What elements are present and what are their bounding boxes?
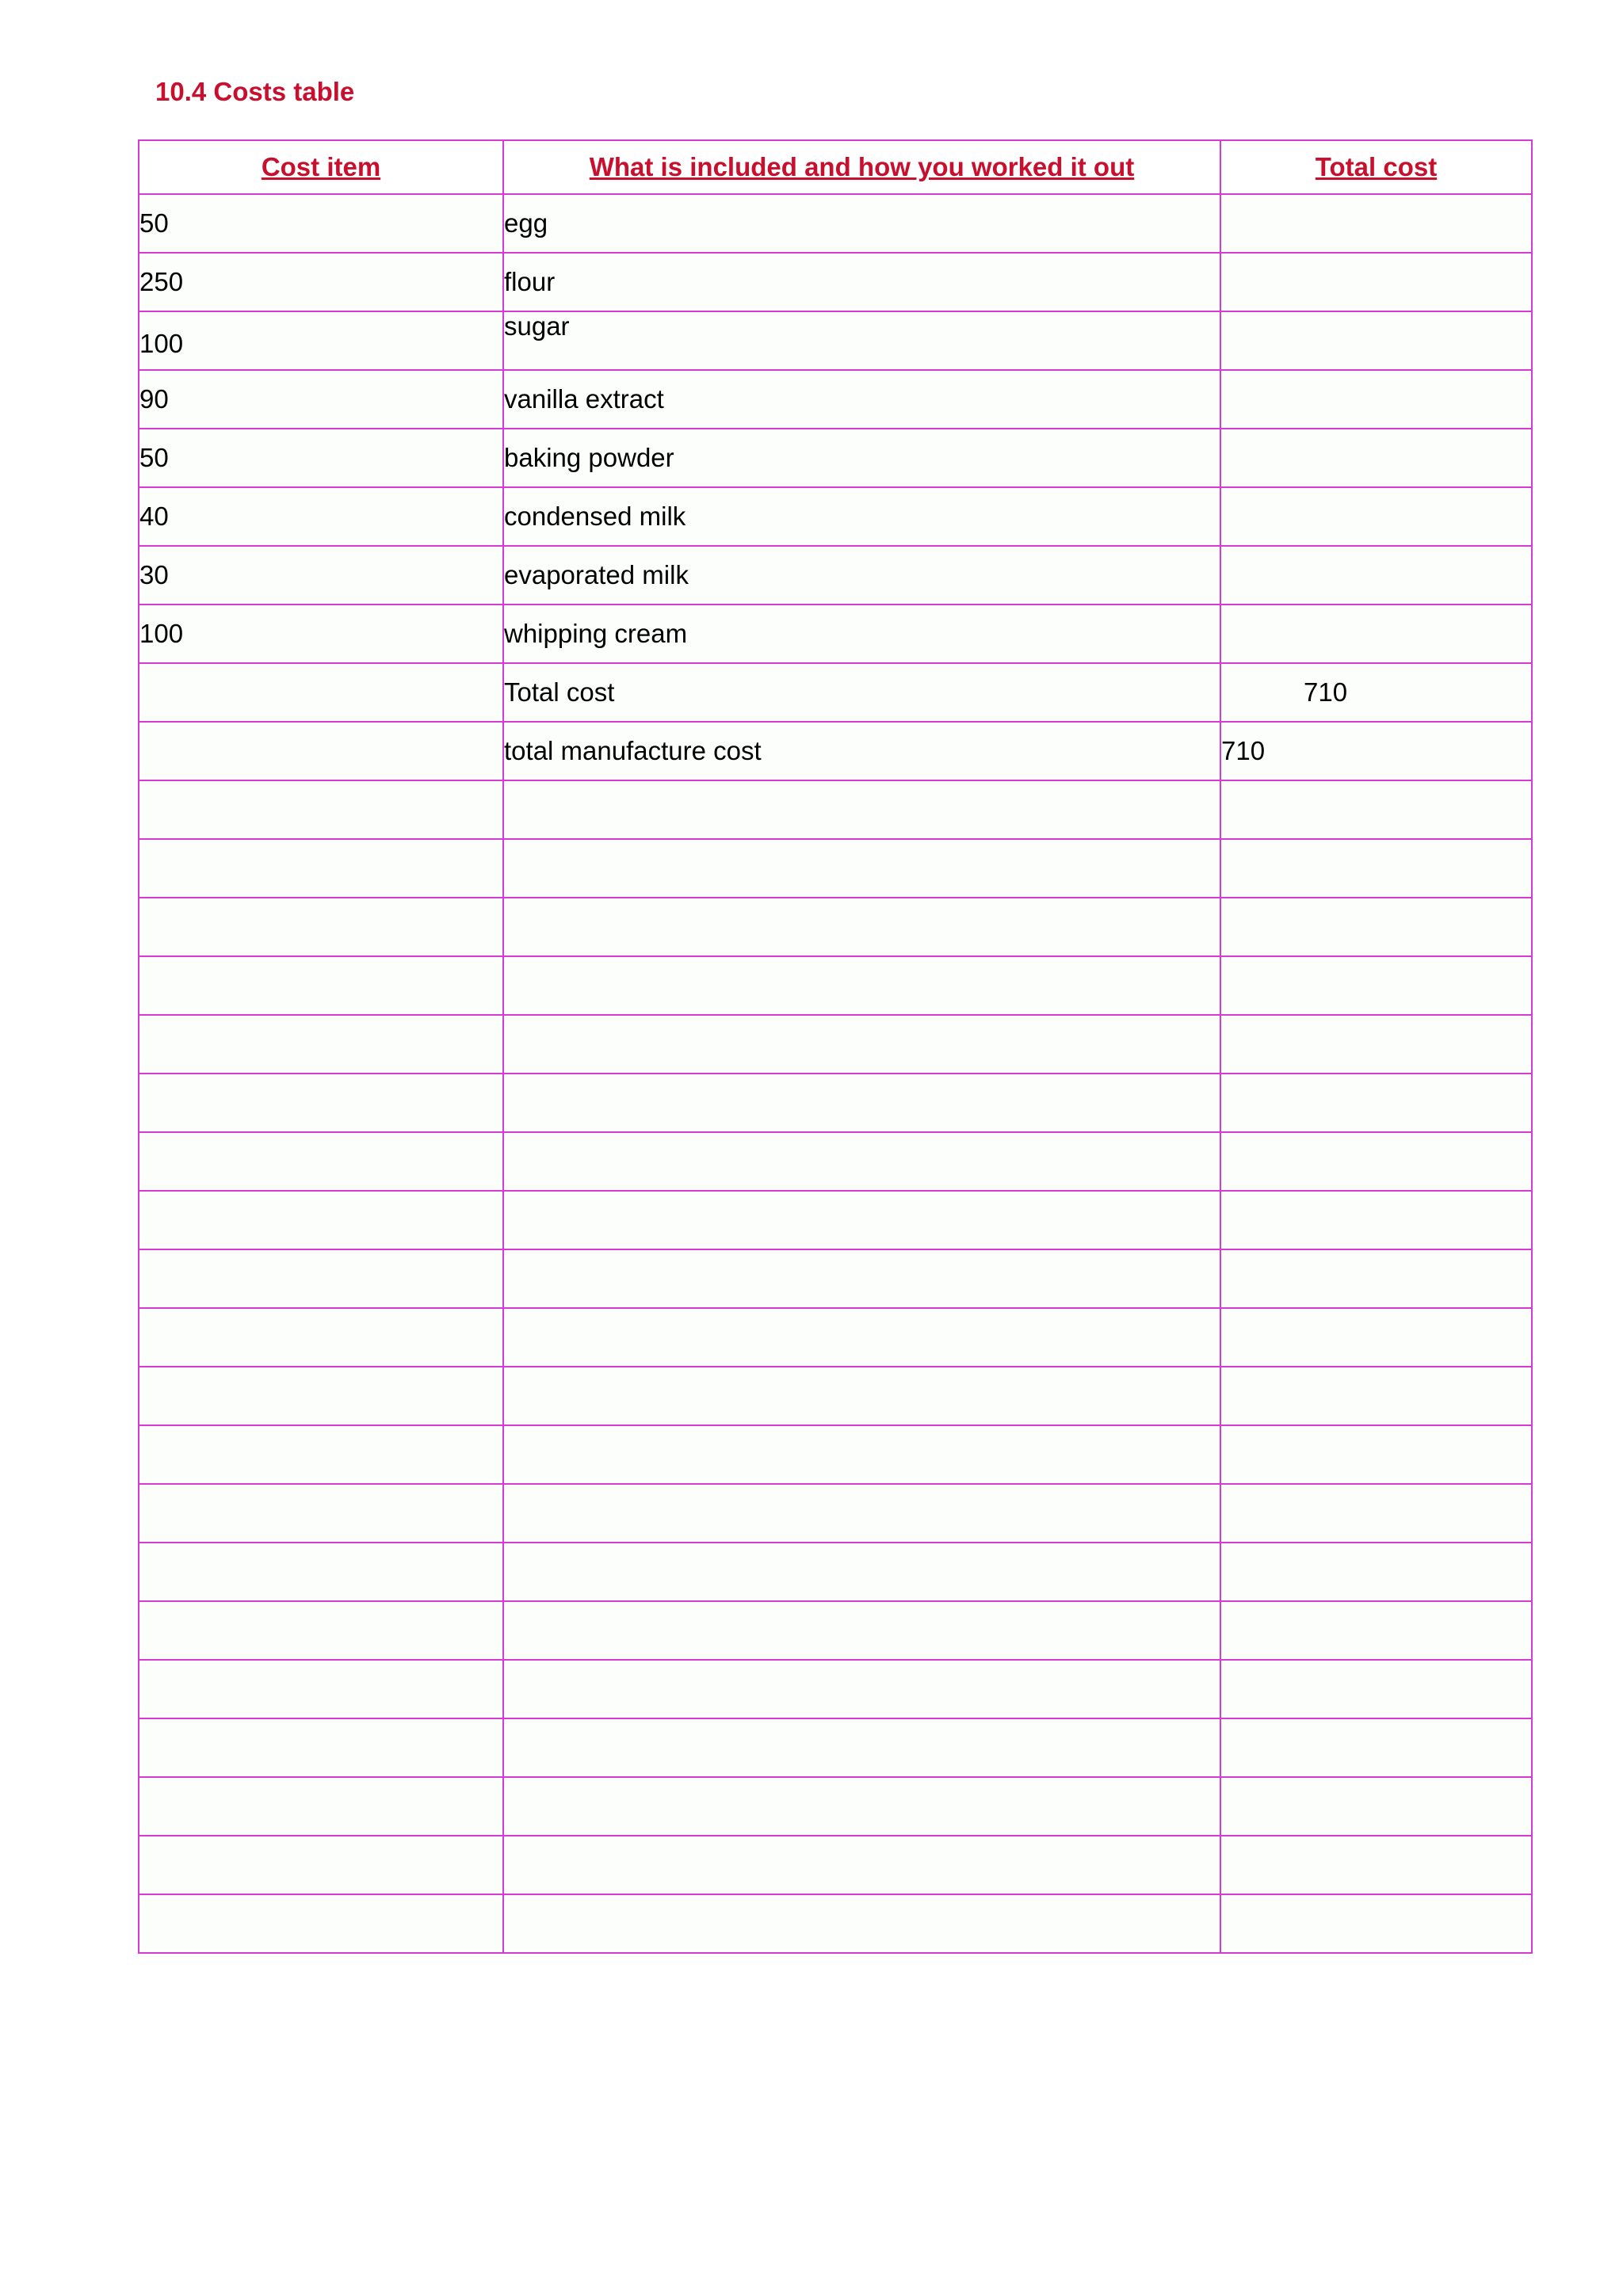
- description-cell[interactable]: [503, 1074, 1220, 1132]
- description-value: baking powder: [504, 442, 674, 472]
- cost-item-cell[interactable]: [139, 663, 503, 722]
- cost-item-cell[interactable]: [139, 1015, 503, 1074]
- total-cost-cell[interactable]: [1220, 605, 1532, 663]
- description-cell[interactable]: [503, 546, 1220, 605]
- total-cost-cell[interactable]: [1220, 1601, 1532, 1660]
- cost-item-cell[interactable]: [139, 722, 503, 780]
- cost-item-cell[interactable]: [139, 1249, 503, 1308]
- empty-table-row: [139, 1601, 1532, 1660]
- table-row: [139, 253, 1532, 311]
- empty-table-row: [139, 780, 1532, 839]
- description-cell[interactable]: [503, 1367, 1220, 1425]
- cost-item-cell[interactable]: [139, 1660, 503, 1718]
- total-cost-cell[interactable]: [1220, 722, 1532, 780]
- description-value: sugar: [504, 311, 570, 341]
- section-title: 10.4 Costs table: [155, 77, 355, 106]
- total-cost-cell[interactable]: [1220, 487, 1532, 546]
- cost-item-cell[interactable]: [139, 546, 503, 605]
- cost-item-cell[interactable]: [139, 194, 503, 253]
- cost-item-cell[interactable]: [139, 1367, 503, 1425]
- description-cell[interactable]: [503, 1718, 1220, 1777]
- total-cost-cell[interactable]: [1220, 1308, 1532, 1367]
- total-cost-cell[interactable]: [1220, 1191, 1532, 1249]
- description-cell[interactable]: [503, 1191, 1220, 1249]
- total-cost-cell[interactable]: [1220, 780, 1532, 839]
- total-cost-cell[interactable]: [1220, 1484, 1532, 1543]
- description-cell[interactable]: [503, 898, 1220, 956]
- empty-table-row: [139, 1191, 1532, 1249]
- description-cell[interactable]: [503, 1308, 1220, 1367]
- total-cost-label: Total cost: [504, 677, 615, 707]
- total-cost-cell[interactable]: [1220, 663, 1532, 722]
- total-cost-cell[interactable]: [1220, 546, 1532, 605]
- total-cost-cell[interactable]: [1220, 1660, 1532, 1718]
- empty-table-row: [139, 1836, 1532, 1894]
- cost-item-cell[interactable]: [139, 429, 503, 487]
- total-cost-cell[interactable]: [1220, 898, 1532, 956]
- empty-table-row: [139, 1425, 1532, 1484]
- cost-item-cell[interactable]: [139, 1601, 503, 1660]
- table-row: [139, 194, 1532, 253]
- total-cost-cell[interactable]: [1220, 1015, 1532, 1074]
- table-row-manufacture-total: [139, 722, 1532, 780]
- total-cost-value: 710: [1304, 677, 1348, 707]
- description-cell[interactable]: [503, 1894, 1220, 1953]
- total-cost-cell[interactable]: [1220, 1718, 1532, 1777]
- description-cell[interactable]: [503, 1015, 1220, 1074]
- cost-item-cell[interactable]: [139, 1425, 503, 1484]
- description-value: egg: [504, 208, 548, 238]
- total-cost-cell[interactable]: [1220, 956, 1532, 1015]
- total-cost-cell[interactable]: [1220, 1074, 1532, 1132]
- total-cost-cell[interactable]: [1220, 311, 1532, 370]
- description-cell[interactable]: [503, 370, 1220, 429]
- costs-table: [138, 139, 1533, 1954]
- description-cell[interactable]: [503, 1132, 1220, 1191]
- empty-table-row: [139, 1308, 1532, 1367]
- total-cost-cell[interactable]: [1220, 1425, 1532, 1484]
- cost-item-cell[interactable]: [139, 1074, 503, 1132]
- table-row: [139, 429, 1532, 487]
- empty-table-row: [139, 839, 1532, 898]
- cost-item-cell[interactable]: [139, 311, 503, 370]
- description-value: vanilla extract: [504, 383, 664, 414]
- description-value: whipping cream: [504, 618, 688, 648]
- total-cost-cell[interactable]: [1220, 1543, 1532, 1601]
- total-cost-cell[interactable]: [1220, 1367, 1532, 1425]
- manufacture-cost-value: 710: [1221, 735, 1266, 765]
- description-cell[interactable]: [503, 1484, 1220, 1543]
- description-cell[interactable]: [503, 1777, 1220, 1836]
- description-cell[interactable]: [503, 1660, 1220, 1718]
- description-cell[interactable]: [503, 194, 1220, 253]
- cost-item-cell[interactable]: [139, 1777, 503, 1836]
- table-row-total: [139, 663, 1532, 722]
- description-cell[interactable]: [503, 1836, 1220, 1894]
- total-cost-cell[interactable]: [1220, 1894, 1532, 1953]
- total-cost-cell[interactable]: [1220, 370, 1532, 429]
- total-cost-cell[interactable]: [1220, 1249, 1532, 1308]
- empty-table-row: [139, 1015, 1532, 1074]
- cost-item-value: 100: [139, 328, 184, 358]
- empty-table-row: [139, 1074, 1532, 1132]
- table-row: [139, 605, 1532, 663]
- total-cost-cell[interactable]: [1220, 429, 1532, 487]
- empty-table-row: [139, 1367, 1532, 1425]
- empty-table-row: [139, 1132, 1532, 1191]
- cost-item-cell[interactable]: [139, 780, 503, 839]
- table-header-row: [139, 140, 1532, 194]
- description-cell[interactable]: [503, 722, 1220, 780]
- cost-item-value: 250: [139, 266, 184, 296]
- empty-table-row: [139, 898, 1532, 956]
- cost-item-cell[interactable]: [139, 839, 503, 898]
- cost-item-value: 90: [139, 383, 169, 414]
- empty-table-row: [139, 1660, 1532, 1718]
- cost-item-cell[interactable]: [139, 370, 503, 429]
- description-cell[interactable]: [503, 839, 1220, 898]
- cost-item-cell[interactable]: [139, 253, 503, 311]
- table-row: [139, 546, 1532, 605]
- total-cost-cell[interactable]: [1220, 1132, 1532, 1191]
- description-cell[interactable]: [503, 1601, 1220, 1660]
- empty-table-row: [139, 1894, 1532, 1953]
- empty-table-row: [139, 1718, 1532, 1777]
- cost-item-cell[interactable]: [139, 1836, 503, 1894]
- description-cell[interactable]: [503, 253, 1220, 311]
- description-cell[interactable]: [503, 1249, 1220, 1308]
- description-value: evaporated milk: [504, 559, 689, 589]
- manufacture-cost-label: total manufacture cost: [504, 735, 762, 765]
- description-cell[interactable]: [503, 605, 1220, 663]
- empty-table-row: [139, 1777, 1532, 1836]
- description-cell[interactable]: [503, 1543, 1220, 1601]
- cost-item-cell[interactable]: [139, 1718, 503, 1777]
- total-cost-cell[interactable]: [1220, 1777, 1532, 1836]
- header-total-cost: Total cost: [1220, 140, 1532, 194]
- description-cell[interactable]: [503, 311, 1220, 370]
- cost-item-cell[interactable]: [139, 1484, 503, 1543]
- header-description: What is included and how you worked it out: [503, 140, 1220, 194]
- cost-item-cell[interactable]: [139, 1308, 503, 1367]
- cost-item-cell[interactable]: [139, 898, 503, 956]
- description-cell[interactable]: [503, 429, 1220, 487]
- cost-item-value: 40: [139, 501, 169, 531]
- cost-item-cell[interactable]: [139, 956, 503, 1015]
- description-cell[interactable]: [503, 956, 1220, 1015]
- cost-item-cell[interactable]: [139, 1132, 503, 1191]
- description-cell[interactable]: [503, 780, 1220, 839]
- cost-item-value: 30: [139, 559, 169, 589]
- empty-table-row: [139, 956, 1532, 1015]
- table-row: [139, 370, 1532, 429]
- total-cost-cell[interactable]: [1220, 1836, 1532, 1894]
- description-cell[interactable]: [503, 487, 1220, 546]
- cost-item-cell[interactable]: [139, 1894, 503, 1953]
- cost-item-cell[interactable]: [139, 1543, 503, 1601]
- description-value: condensed milk: [504, 501, 686, 531]
- empty-table-row: [139, 1543, 1532, 1601]
- table-row: [139, 487, 1532, 546]
- empty-table-row: [139, 1484, 1532, 1543]
- description-cell[interactable]: [503, 1425, 1220, 1484]
- cost-item-value: 50: [139, 208, 169, 238]
- empty-table-row: [139, 1249, 1532, 1308]
- total-cost-cell[interactable]: [1220, 253, 1532, 311]
- description-cell[interactable]: [503, 663, 1220, 722]
- table-row: [139, 311, 1532, 370]
- description-value: flour: [504, 266, 556, 296]
- cost-item-cell[interactable]: [139, 487, 503, 546]
- cost-item-cell[interactable]: [139, 1191, 503, 1249]
- header-cost-item: Cost item: [139, 140, 503, 194]
- cost-item-value: 100: [139, 618, 184, 648]
- total-cost-cell[interactable]: [1220, 839, 1532, 898]
- total-cost-cell[interactable]: [1220, 194, 1532, 253]
- cost-item-cell[interactable]: [139, 605, 503, 663]
- empty-rows: [139, 780, 1532, 1953]
- cost-item-value: 50: [139, 442, 169, 472]
